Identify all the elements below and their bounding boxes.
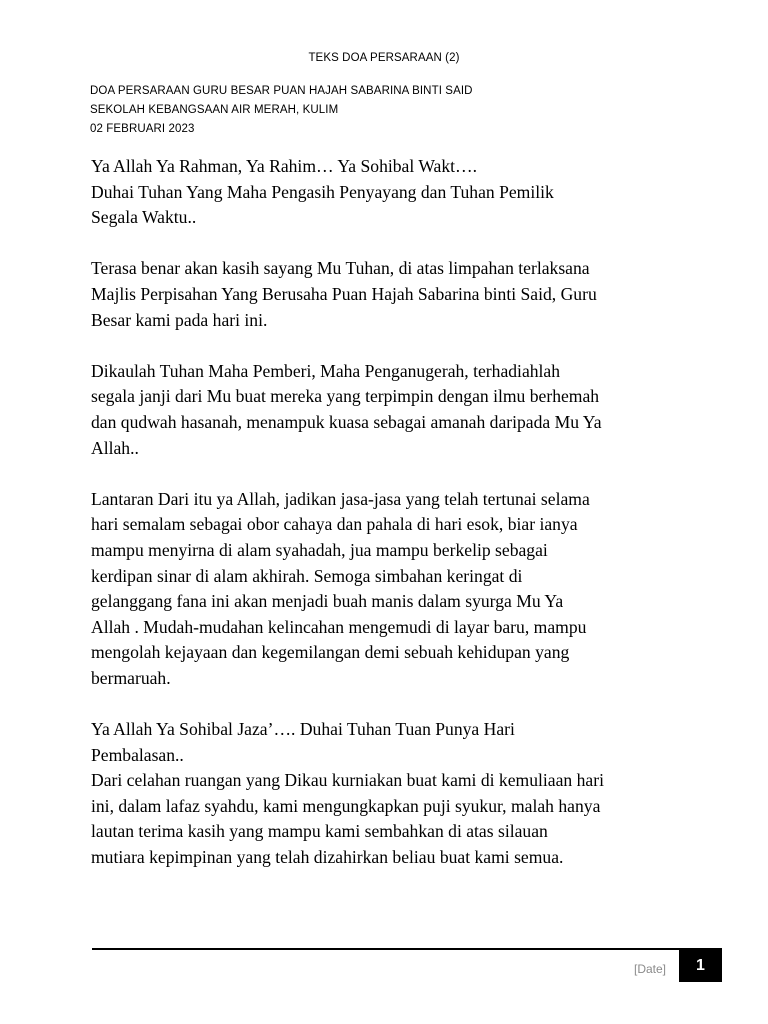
text-line: Terasa benar akan kasih sayang Mu Tuhan, di atas limpahan terlaksana [91,258,590,279]
document-header [90,82,473,139]
text-line: mutiara kepimpinan yang telah dizahirkan beliau buat kami semua. [91,847,564,868]
text-line: mengolah kejayaan dan kegemilangan demi sebuah kehidupan yang [91,642,570,663]
text-line: segala janji dari Mu buat mereka yang terpimpin dengan ilmu berhemah [91,386,600,407]
text-line: Segala Waktu.. [91,207,197,228]
text-line: hari semalam sebagai obor cahaya dan pahala di hari esok, biar ianya [91,514,578,535]
paragraph-praise [91,359,691,461]
text-line: mampu menyirna di alam syahadah, jua mampu berkelip sebagai [91,539,548,560]
text-line: Allah.. [91,437,139,458]
text-line: bermaruah. [91,667,171,688]
paragraph-gratitude [91,256,691,333]
footer-divider [92,948,722,950]
paragraph-invocation [91,154,691,231]
header-line-school: SEKOLAH KEBANGSAAN AIR MERAH, KULIM [90,104,339,116]
text-line: lautan terima kasih yang mampu kami sembahkan di atas silauan [91,821,548,842]
text-line: Besar kami pada hari ini. [91,309,268,330]
text-line: Allah . Mudah-mudahan kelincahan mengemudi di layar baru, mampu [91,616,587,637]
document-title: TEKS DOA PERSARAAN (2) [308,52,460,64]
paragraph-thanks [91,717,691,871]
document-body [91,154,691,871]
paragraph-hope [91,487,691,692]
text-line: Ya Allah Ya Sohibal Jaza’…. Duhai Tuhan Tuan Punya Hari [91,719,515,740]
text-line: ini, dalam lafaz syahdu, kami mengungkapkan puji syukur, malah hanya [91,795,601,816]
text-line: Majlis Perpisahan Yang Berusaha Puan Hajah Sabarina binti Said, Guru [91,283,597,304]
text-line: dan qudwah hasanah, menampuk kuasa sebagai amanah daripada Mu Ya [91,411,602,432]
header-line-date: 02 FEBRUARI 2023 [90,123,195,135]
page-number: 1 [679,950,722,982]
text-line: gelanggang fana ini akan menjadi buah manis dalam syurga Mu Ya [91,591,564,612]
text-line: Duhai Tuhan Yang Maha Pengasih Penyayang dan Tuhan Pemilik [91,181,554,202]
text-line: Dikaulah Tuhan Maha Pemberi, Maha Penganugerah, terhadiahlah [91,360,561,381]
text-line: Lantaran Dari itu ya Allah, jadikan jasa-jasa yang telah tertunai selama [91,488,590,509]
text-line: Ya Allah Ya Rahman, Ya Rahim… Ya Sohibal Wakt…. [91,156,478,176]
footer-date-placeholder: [Date] [633,962,666,976]
header-line-occasion: DOA PERSARAAN GURU BESAR PUAN HAJAH SABARINA BINTI SAID [90,85,473,97]
text-line: Dari celahan ruangan yang Dikau kurniakan buat kami di kemuliaan hari [91,770,604,791]
text-line: Pembalasan.. [91,744,184,765]
text-line: kerdipan sinar di alam akhirah. Semoga simbahan keringat di [91,565,523,586]
